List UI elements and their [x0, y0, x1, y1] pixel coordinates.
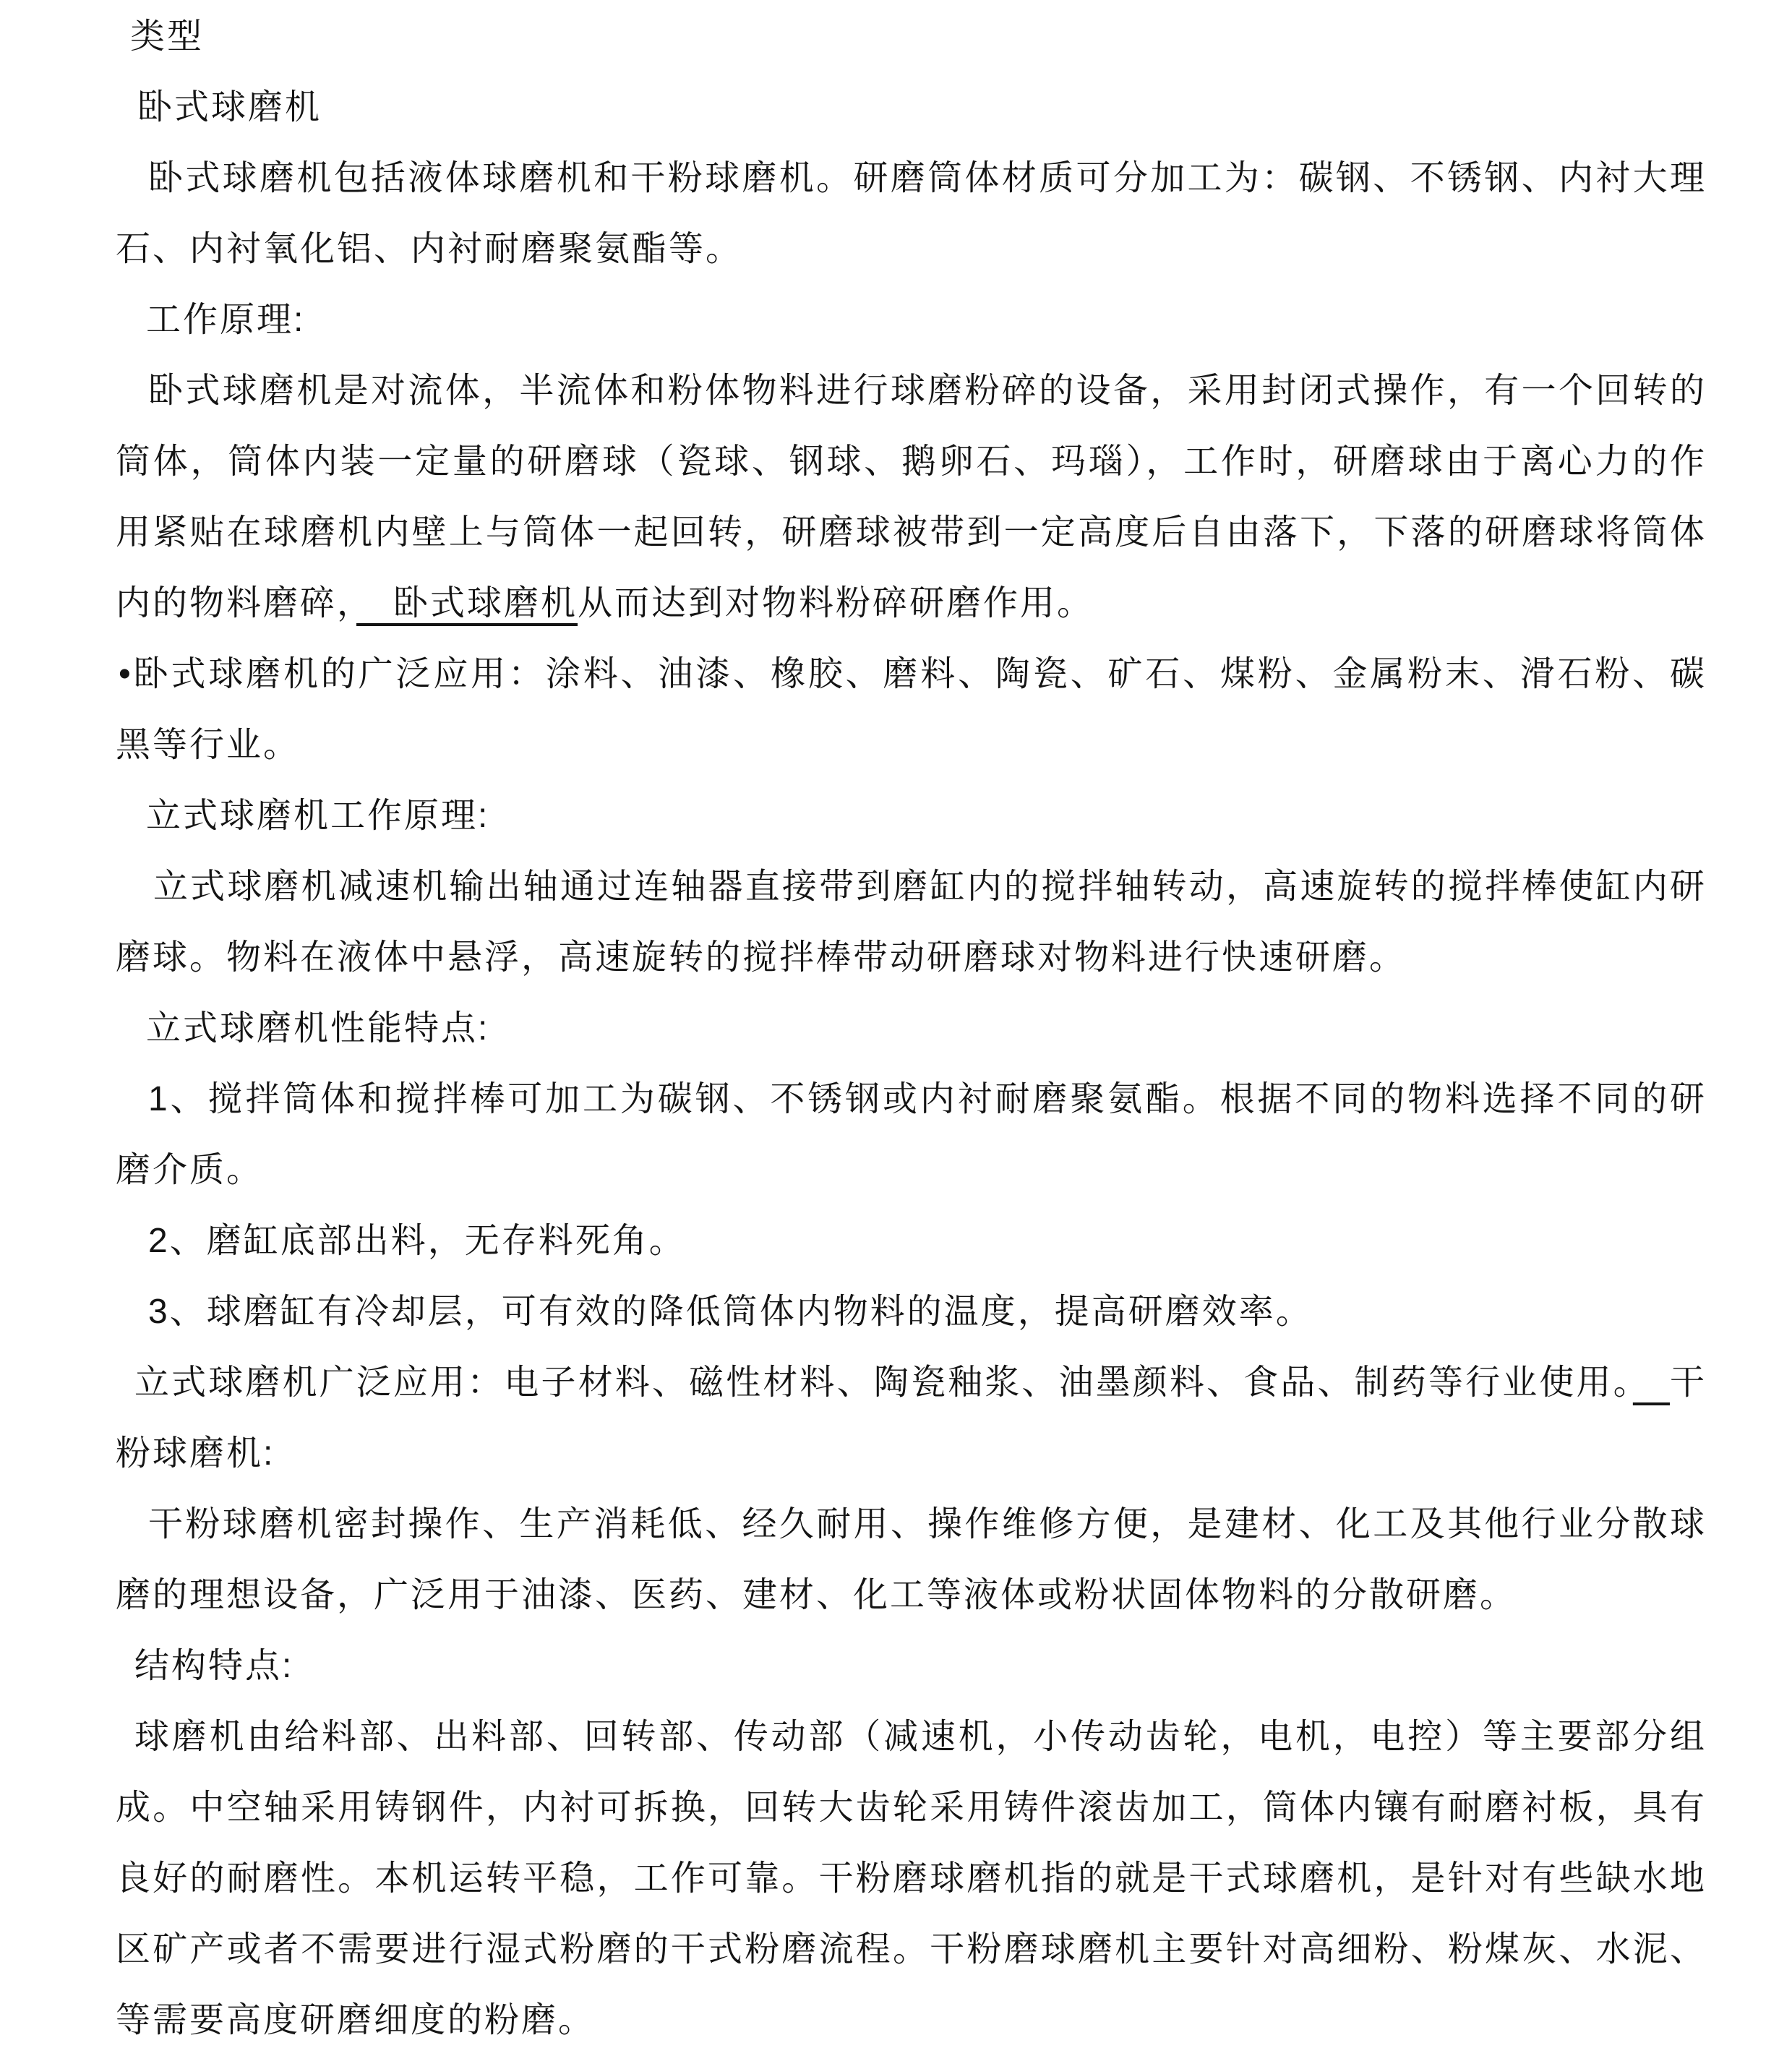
para-vertical-feature-3 — [116, 1277, 1707, 1348]
heading-structure-features — [116, 1631, 1707, 1702]
heading-vertical-working-principle — [116, 781, 1707, 852]
text-run: 立式球磨机广泛应用：电子材料、磁性材料、陶瓷釉浆、油墨颜料、食品、制药等行业使用。 — [134, 1363, 1633, 1402]
text-run: 立式球磨机工作原理: — [146, 797, 490, 835]
document-body — [116, 1, 1707, 2056]
para-dry-powder-ball-mill-intro — [116, 1489, 1707, 1631]
text-run: 卧式球磨机 — [137, 88, 322, 127]
para-vertical-working-principle — [116, 852, 1707, 993]
text-run: 干粉球磨机密封操作、生产消耗低、经久耐用、操作维修方便，是建材、化工及其他行业分散球磨的理想设备，广泛用于油漆、医药、建材、化工等液体或粉状固体物料的分散研磨。 — [116, 1505, 1707, 1614]
text-run: 1、搅拌筒体和搅拌棒可加工为碳钢、不锈钢或内衬耐磨聚氨酯。根据不同的物料选择不同的研磨介质。 — [116, 1080, 1707, 1189]
para-vertical-feature-2 — [116, 1206, 1707, 1277]
text-run: 结构特点: — [134, 1647, 294, 1685]
heading-working-principle — [116, 285, 1707, 356]
para-vertical-feature-1 — [116, 1064, 1707, 1206]
para-vertical-applications — [116, 1348, 1707, 1489]
text-run: 立式球磨机减速机输出轴通过连轴器直接带到磨缸内的搅拌轴转动，高速旋转的搅拌棒使缸内研磨球。物料在液体中悬浮，高速旋转的搅拌棒带动研磨球对物料进行快速研磨。 — [116, 868, 1707, 977]
underlined-text-run — [1633, 1363, 1670, 1402]
para-horizontal-applications — [116, 639, 1707, 781]
text-run: 工作原理: — [146, 301, 306, 339]
para-horizontal-working-principle — [116, 356, 1707, 639]
text-run: •卧式球磨机的广泛应用：涂料、油漆、橡胶、磨料、陶瓷、矿石、煤粉、金属粉末、滑石粉、碳黑等行业。 — [116, 655, 1707, 764]
heading-horizontal-ball-mill — [116, 72, 1707, 143]
text-run: 卧式球磨机包括液体球磨机和干粉球磨机。研磨筒体材质可分加工为：碳钢、不锈钢、内衬大理石、内衬氧化铝、内衬耐磨聚氨酯等。 — [116, 159, 1707, 268]
para-structure-features — [116, 1702, 1707, 2056]
text-run: 从而达到对物料粉碎研磨作用。 — [578, 584, 1094, 622]
text-run: 立式球磨机性能特点: — [146, 1009, 490, 1048]
text-run: 球磨机由给料部、出料部、回转部、传动部（减速机，小传动齿轮，电机，电控）等主要部分组成。中空轴采用铸钢件，内衬可拆换，回转大齿轮采用铸件滚齿加工，筒体内镶有耐磨衬板，具有良好的耐磨性。本机运转平稳，工作可靠。干粉磨球磨机指的就是干式球磨机，是针对有些缺水地区矿产或者不需要进行湿式粉磨的干式粉磨流程。干粉磨球磨机主要针对高细粉、粉煤灰、水泥、等需要高度研磨细度的粉磨。 — [116, 1718, 1707, 2039]
heading-vertical-performance-features — [116, 993, 1707, 1064]
text-run: 2、磨缸底部出料，无存料死角。 — [148, 1222, 686, 1260]
text-run: 干粉球磨机: — [116, 1363, 1707, 1473]
text-run: 3、球磨缸有冷却层，可有效的降低筒体内物料的温度，提高研磨效率。 — [148, 1293, 1313, 1331]
heading-type — [116, 1, 1707, 72]
underlined-text-run: 卧式球磨机 — [356, 584, 578, 622]
text-run: 类型 — [130, 17, 205, 56]
para-horizontal-ball-mill-intro — [116, 143, 1707, 285]
text-run: 卧式球磨机是对流体，半流体和粉体物料进行球磨粉碎的设备，采用封闭式操作，有一个回转的筒体，筒体内装一定量的研磨球（瓷球、钢球、鹅卵石、玛瑙），工作时，研磨球由于离心力的作用紧贴在球磨机内壁上与筒体一起回转，研磨球被带到一定高度后自由落下，下落的研磨球将筒体内的物料磨碎， — [116, 372, 1707, 622]
